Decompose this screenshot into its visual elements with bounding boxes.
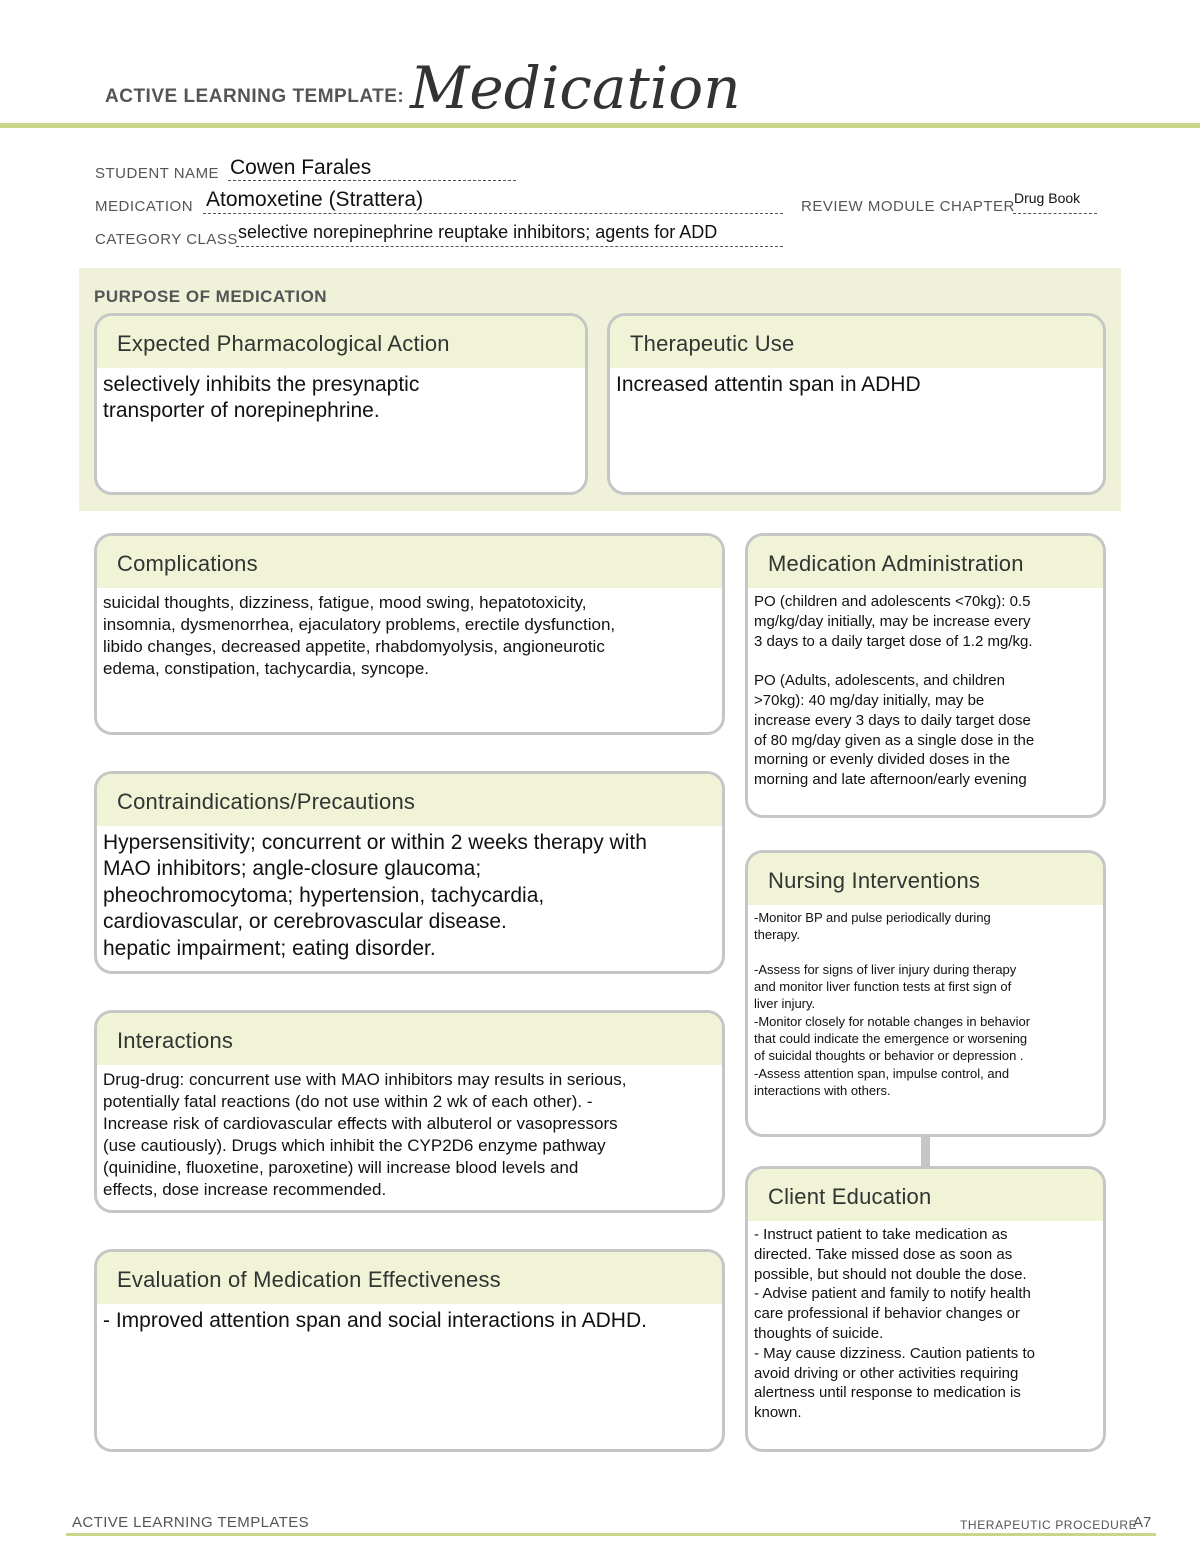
header-divider — [0, 123, 1200, 128]
complications-box — [94, 533, 725, 735]
student-name-field[interactable]: Cowen Farales — [230, 156, 372, 179]
client-education-text[interactable]: - Instruct patient to take medication as directed. Take missed dose as soon as possible, but should not double the dose. - Advise patient and family to notify health care professional if behavior changes or thoughts of suicide. - May cause dizziness. Caution patients to avoid driving or other activities requiring alertness until response to medication is known. — [754, 1226, 1035, 1422]
template-label: ACTIVE LEARNING TEMPLATE: — [105, 86, 405, 107]
interactions-text[interactable]: Drug-drug: concurrent use with MAO inhibitors may results in serious, potentially fatal reactions (do not use within 2 wk of each other). - Increase risk of cardiovascular effects with albuterol or vasopressors (use cautiously). Drugs which inhibit the CYP2D6 enzyme pathway (quinidine, fluoxetine, paroxetine) will increase blood levels and effects, dose increase recommended. — [103, 1070, 627, 1200]
therapeutic-use-box — [607, 313, 1106, 495]
review-module-label: REVIEW MODULE CHAPTER — [801, 198, 1015, 215]
contraindications-text[interactable]: Hypersensitivity; concurrent or within 2 weeks therapy with MAO inhibitors; angle-closure glaucoma; pheochromocytoma; hypertension, tachycardia, cardiovascular, or cerebrovascular disease. hepatic impairment; eating disorder. — [103, 831, 647, 960]
footer-divider — [66, 1533, 1156, 1536]
expected-action-box — [94, 313, 588, 495]
box-connector — [921, 1134, 930, 1168]
nursing-interventions-box — [745, 850, 1106, 1137]
evaluation-text[interactable]: - Improved attention span and social interactions in ADHD. — [103, 1309, 647, 1332]
category-class-field[interactable]: selective norepinephrine reuptake inhibitors; agents for ADD — [238, 222, 718, 242]
evaluation-title: Evaluation of Medication Effectiveness — [97, 1252, 722, 1304]
therapeutic-use-text[interactable]: Increased attentin span in ADHD — [616, 373, 921, 396]
client-education-box — [745, 1166, 1106, 1452]
review-module-line — [1013, 213, 1097, 214]
medication-line — [203, 213, 783, 214]
page-number: A7 — [1133, 1514, 1152, 1531]
interactions-box — [94, 1010, 725, 1213]
complications-text[interactable]: suicidal thoughts, dizziness, fatigue, mood swing, hepatotoxicity, insomnia, dysmenorrhea, ejaculatory problems, erectile dysfunction, libido changes, decreased appetite, rhabdomyolysis, angioneurotic edema, constipation, tachycardia, syncope. — [103, 593, 616, 679]
nursing-interventions-text[interactable]: -Monitor BP and pulse periodically during therapy. -Assess for signs of liver injury during therapy and monitor liver function tests at first sign of liver injury. -Monitor closely for notable changes in behavior that could indicate the emergence or worsening of suicidal thoughts or behavior or depression . -Assess attention span, impulse control, and interactions with others. — [754, 910, 1031, 1098]
client-education-title: Client Education — [748, 1169, 1103, 1221]
interactions-title: Interactions — [97, 1013, 722, 1065]
complications-title: Complications — [97, 536, 722, 588]
template-name: Medication — [410, 54, 741, 122]
student-name-line — [228, 180, 516, 181]
contraindications-box — [94, 771, 725, 974]
review-module-field[interactable]: Drug Book — [1014, 190, 1081, 206]
medication-label: MEDICATION — [95, 198, 194, 215]
purpose-title: PURPOSE OF MEDICATION — [94, 287, 328, 306]
footer-right-label: THERAPEUTIC PROCEDURE — [960, 1518, 1138, 1532]
medication-field[interactable]: Atomoxetine (Strattera) — [206, 188, 424, 211]
nursing-interventions-title: Nursing Interventions — [748, 853, 1103, 905]
evaluation-box — [94, 1249, 725, 1452]
student-name-label: STUDENT NAME — [95, 165, 220, 182]
therapeutic-use-title: Therapeutic Use — [610, 316, 1103, 368]
contraindications-title: Contraindications/Precautions — [97, 774, 722, 826]
medication-administration-title: Medication Administration — [748, 536, 1103, 588]
footer-left-label: ACTIVE LEARNING TEMPLATES — [72, 1514, 309, 1531]
expected-action-title: Expected Pharmacological Action — [97, 316, 585, 368]
category-class-line — [236, 246, 783, 247]
category-class-label: CATEGORY CLASS — [95, 231, 238, 248]
expected-action-text[interactable]: selectively inhibits the presynaptic transporter of norepinephrine. — [103, 373, 420, 423]
medication-administration-text[interactable]: PO (children and adolescents <70kg): 0.5 mg/kg/day initially, may be increase every 3 days to a daily target dose of 1.2 mg/kg. PO (Adults, adolescents, and children >70kg): 40 mg/day initially, may be increase every 3 days to daily target dose of 80 mg/day given as a single dose in the morning or evenly divided doses in the morning and late afternoon/early evening — [754, 593, 1035, 789]
medication-administration-box — [745, 533, 1106, 818]
